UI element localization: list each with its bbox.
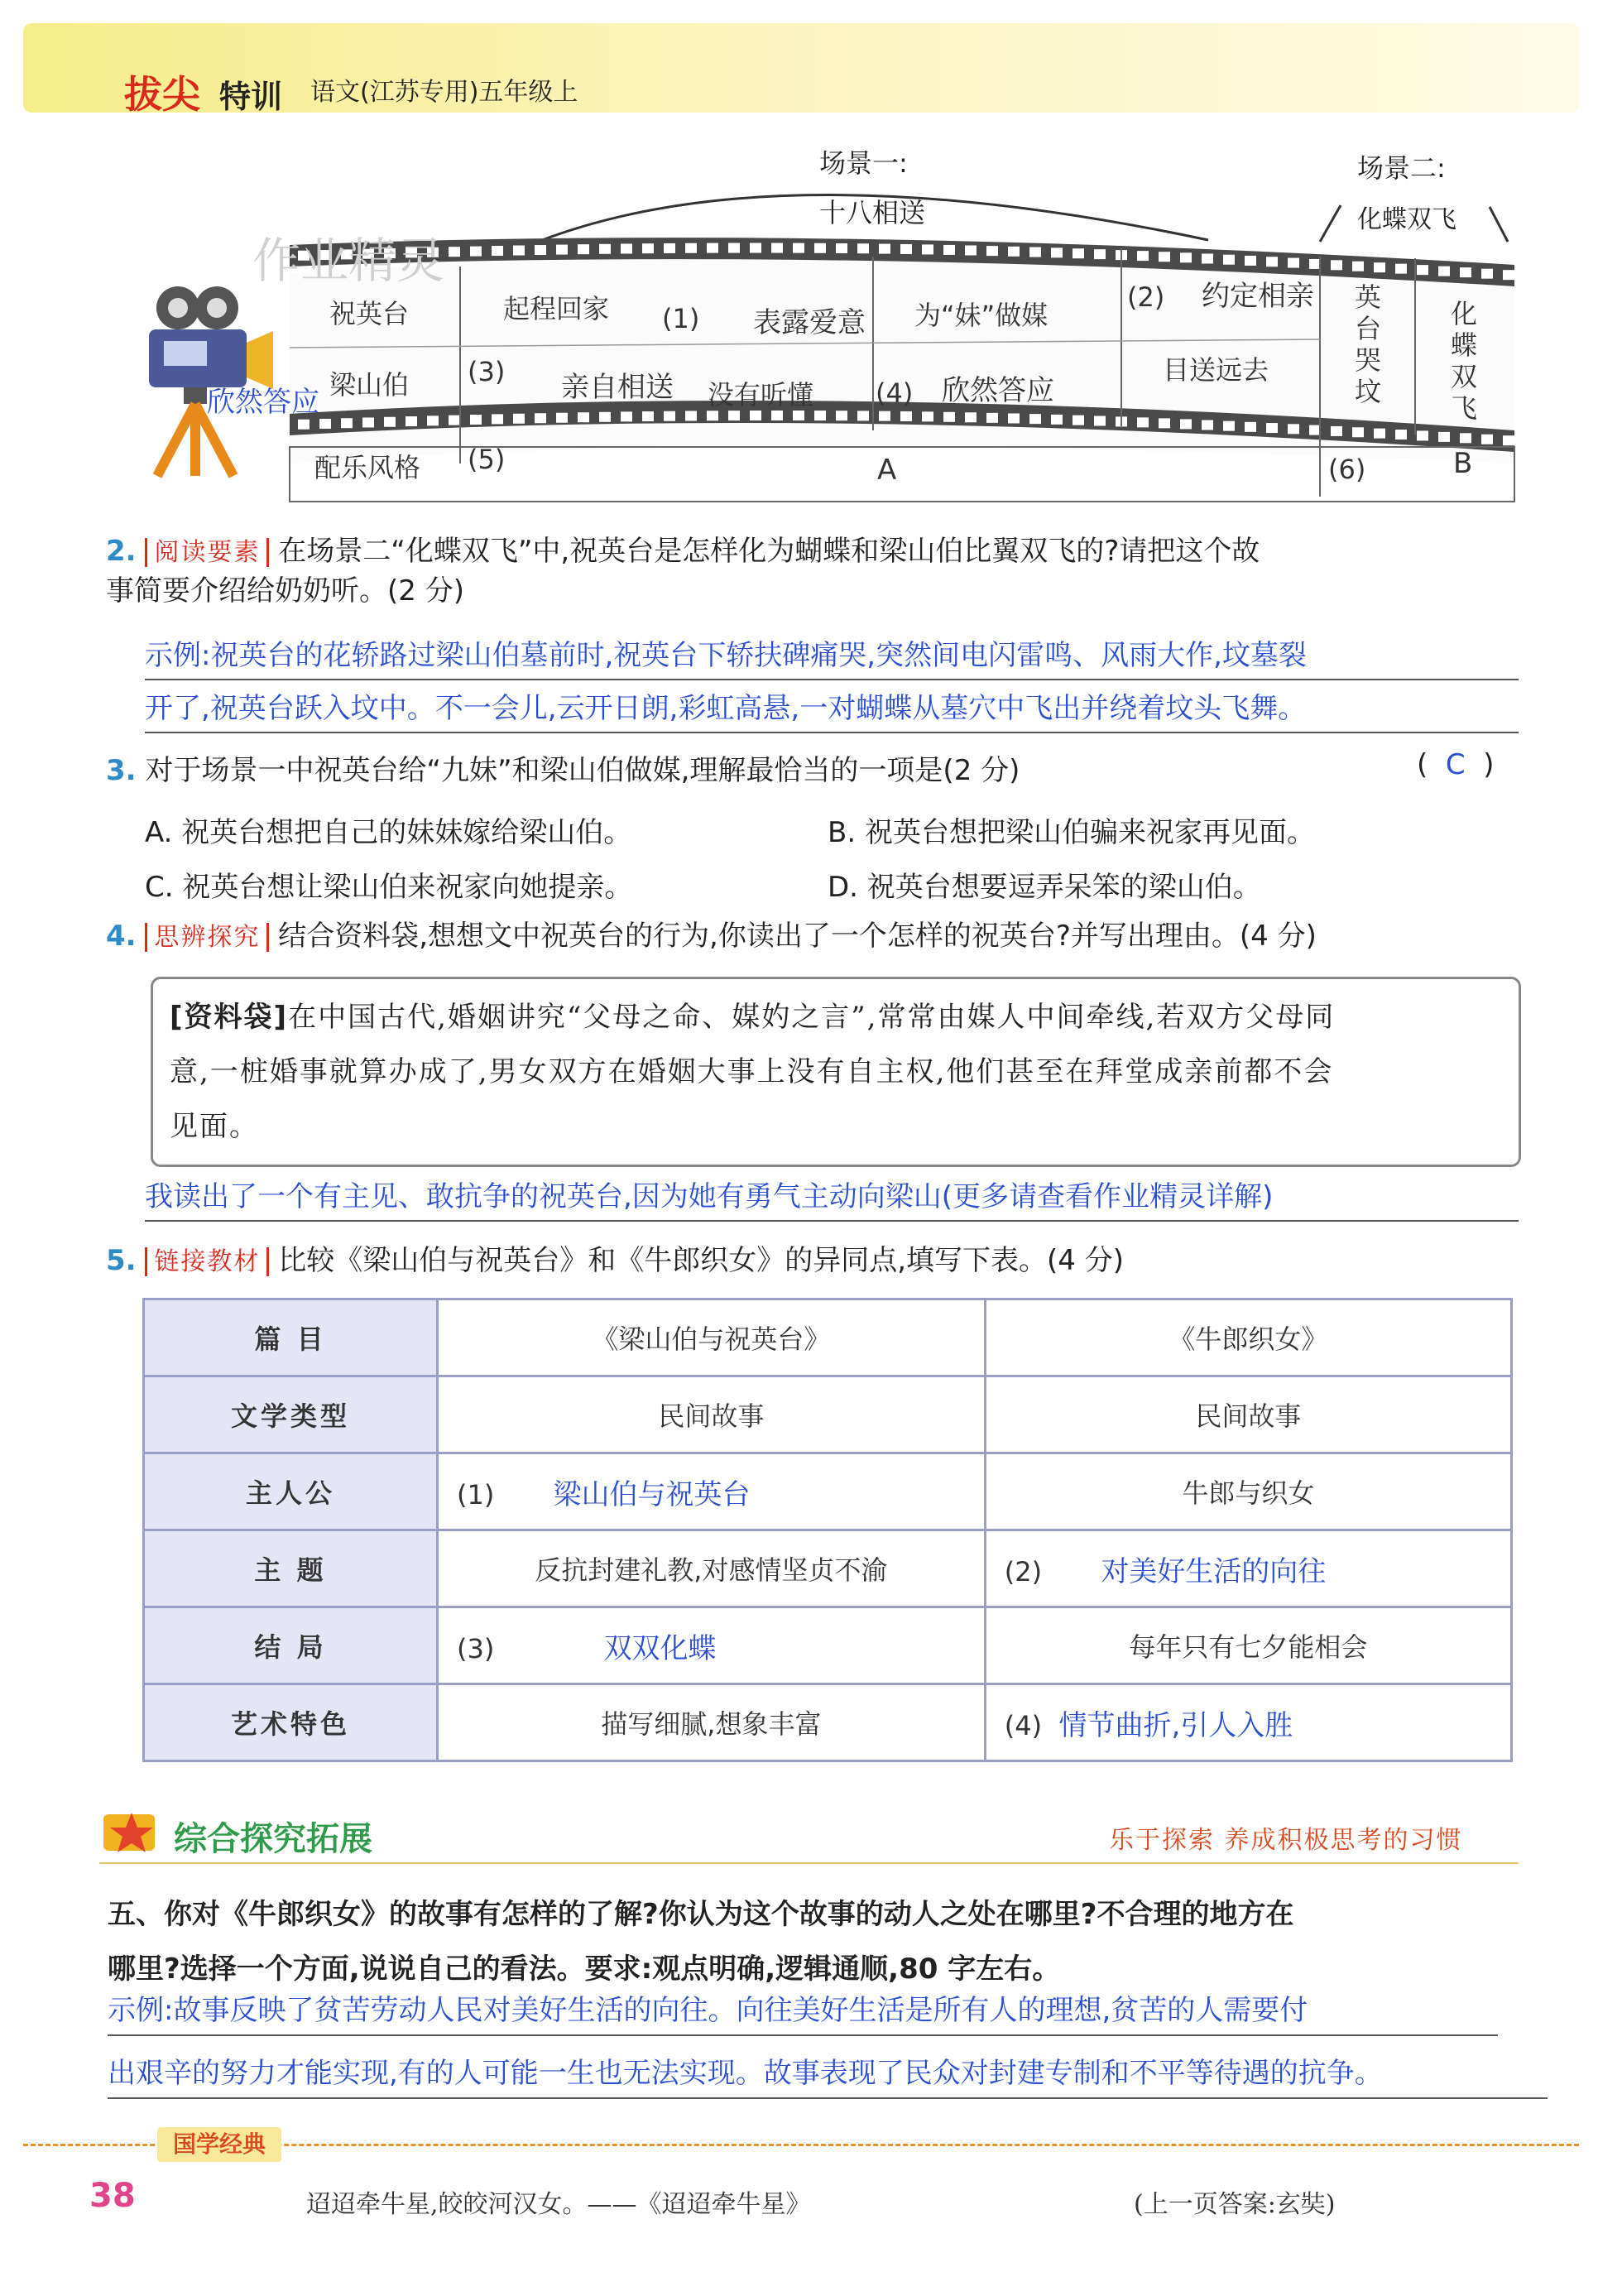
section-divider [99,1862,1519,1864]
q3-text [106,752,1529,790]
film-hole [664,411,675,421]
film-hole [1503,435,1514,445]
table-cell: 描写细腻,想象丰富 [438,1684,986,1761]
q-five-answer-line1: 示例:故事反映了贫苦劳动人民对美好生活的向往。向往美好生活是所有人的理想,贫苦的人需要付 [108,1986,1498,2036]
film-hole [1266,423,1278,433]
table-cell: 民间故事 [985,1376,1511,1453]
q2-number: 2. [106,535,137,568]
q-five-text [108,1887,1531,1996]
page-number: 38 [89,2177,136,2215]
table-header-cell: 文学类型 [144,1376,438,1453]
liang-c3-num: (4) [876,377,914,409]
liang-c2: 没有听懂 [708,379,814,411]
film-hole [1073,415,1084,425]
film-hole [1245,256,1256,266]
table-row [144,1607,1512,1684]
film-hole [298,420,310,430]
film-hole [1008,247,1020,257]
table-num: (3) [457,1632,495,1664]
film-hole [1029,247,1041,257]
vertical-cell-2: 化蝶双飞 [1450,298,1477,424]
film-hole [1288,424,1299,434]
q2-answer-line2: 开了,祝英台跃入坟中。不一会儿,云开日朗,彩虹高悬,一对蝴蝶从墓穴中飞出并绕着坟头飞舞。 [145,685,1519,733]
film-hole [1073,248,1084,258]
film-hole [685,243,697,253]
section-slogan: 乐于探索 养成积极思考的习惯 [1109,1826,1463,1855]
table-cell [985,1684,1511,1761]
film-hole [1331,426,1342,436]
row-zhu-label: 祝英台 [329,298,410,329]
table-num: (2) [1004,1555,1043,1588]
film-hole [1137,417,1149,427]
film-hole [900,411,912,421]
film-hole [965,412,977,422]
film-hole [578,412,589,422]
subject-title: 语文(江苏专用)五年级上 [310,78,578,107]
film-hole [1159,252,1170,262]
film-hole [1180,252,1192,262]
q3-bracket-right: ) [1483,748,1495,781]
watermark: 作业精灵 [252,233,445,289]
film-hole [1008,413,1020,423]
q2-answer-line1: 示例:祝英台的花轿路过梁山伯墓前时,祝英台下轿扶碑痛哭,突然间电闪雷鸣、风雨大作,坟墓裂 [145,632,1519,680]
film-hole [1202,253,1213,263]
film-hole [1503,270,1514,280]
film-hole [986,413,998,423]
film-hole [470,415,482,425]
film-hole [513,414,525,424]
q5-text [106,1242,1562,1281]
film-hole [922,244,933,254]
zhu-c1: 起程回家 [503,293,610,324]
film-hole [449,415,460,425]
film-hole [642,243,654,253]
table-cell: 民间故事 [438,1376,986,1453]
scene1-label: 场景一: [819,147,908,179]
row-liang-label: 梁山伯 [329,369,410,401]
film-hole [1159,418,1170,428]
q2-text [106,532,1529,610]
film-hole [621,411,632,421]
film-hole [1094,416,1106,426]
film-hole [771,243,783,253]
star-icon [103,1809,161,1856]
table-row [144,1530,1512,1607]
table-row [144,1684,1512,1761]
table-header-cell: 结 局 [144,1607,438,1684]
scene2-label: 场景二: [1357,152,1446,184]
section-title: 综合探究拓展 [174,1820,372,1858]
music-num6: (6) [1328,454,1366,485]
table-cell: 《牛郎织女》 [985,1299,1511,1376]
q2-line2: 事简要介绍给奶奶听。(2 分) [106,574,464,608]
film-hole [362,417,374,427]
film-hole [879,411,890,421]
film-hole [793,243,804,253]
film-hole [707,243,718,253]
film-hole [319,419,331,429]
q4-text [106,917,1562,957]
q2-tag: 阅读要素 [145,538,269,567]
film-hole [470,247,482,257]
info-line2: 意,一桩婚事就算办成了,男女双方在婚姻大事上没有自主权,他们甚至在拜堂成亲前都不会 [170,1055,1334,1088]
footer-prev-answer: (上一页答案:玄奘) [1134,2190,1336,2219]
q2-line1: 在场景二“化蝶双飞”中,祝英台是怎样化为蝴蝶和梁山伯比翼双飞的?请把这个故 [278,535,1260,568]
film-hole [1051,247,1063,257]
table-row [144,1299,1512,1376]
film-hole [728,243,740,253]
table-row [144,1376,1512,1453]
q5-stem: 比较《梁山伯与祝英台》和《牛郎织女》的异同点,填写下表。(4 分) [278,1244,1124,1277]
film-hole [900,244,912,254]
film-hole [1417,430,1428,440]
comparison-table [142,1298,1513,1762]
music-label: 配乐风格 [314,452,421,483]
film-hole [1481,269,1493,279]
table-cell [985,1530,1511,1607]
q3-option-a: A. 祝英台想把自己的妹妹嫁给梁山伯。 [145,816,632,849]
film-hole [1460,267,1471,277]
table-row [144,1453,1512,1530]
q-five-line2: 哪里?选择一个方面,说说自己的看法。要求:观点明确,逻辑通顺,80 字左右。 [108,1953,1061,1986]
q5-number: 5. [106,1244,137,1277]
zhu-c2-num: (1) [662,303,700,334]
table-cell [438,1453,986,1530]
zhu-c4-answer: 约定相亲 [1202,280,1314,313]
film-hole [1051,415,1063,425]
table-header-cell: 篇 目 [144,1299,438,1376]
film-hole [707,411,718,420]
music-answer6: B [1453,447,1473,480]
info-line3: 见面。 [170,1110,259,1143]
film-hole [535,245,546,255]
table-num: (1) [457,1478,495,1511]
table-header-cell: 艺术特色 [144,1684,438,1761]
film-hole [922,411,933,421]
film-hole [943,412,955,422]
table-cell: 牛郎与织女 [985,1453,1511,1530]
film-hole [1395,430,1407,440]
film-hole [1331,260,1342,270]
q3-option-b: B. 祝英台想把梁山伯骗来祝家再见面。 [828,816,1315,849]
film-hole [556,413,568,423]
q5-tag: 链接教材 [145,1247,269,1276]
liang-c1-num: (3) [468,356,506,387]
film-hole [1309,425,1321,435]
film-hole [599,412,611,422]
film-hole [1094,249,1106,259]
footer-label: 国学经典 [157,2127,281,2162]
q-five-answer-line2: 出艰辛的努力才能实现,有的人可能一生也无法实现。故事表现了民众对封建专制和不平等待遇的抗争。 [108,2049,1548,2099]
film-hole [836,411,847,420]
film-hole [1374,429,1385,439]
table-header-cell: 主人公 [144,1453,438,1530]
scene2-name: 化蝶双飞 [1357,205,1456,234]
liang-c4: 目送远去 [1163,354,1269,386]
q4-tag: 思辨探究 [145,923,269,952]
vertical-cell-1: 英台哭坟 [1354,281,1381,407]
q4-stem: 结合资料袋,想想文中祝英台的行为,你读出了一个怎样的祝英台?并写出理由。(4 分) [278,920,1317,953]
film-hole [750,243,761,253]
table-num: (4) [1004,1709,1043,1741]
table-cell: 每年只有七夕能相会 [985,1607,1511,1684]
film-hole [814,243,826,253]
table-answer: 梁山伯与祝英台 [553,1477,751,1511]
film-hole [427,415,439,425]
q3-answer: C [1445,748,1466,781]
table-cell: 《梁山伯与祝英台》 [438,1299,986,1376]
info-tag: [资料袋] [170,1001,289,1034]
info-text1: 在中国古代,婚姻讲究“父母之命、媒妁之言”,常常由媒人中间牵线,若双方父母同 [288,1001,1336,1034]
film-hole [1266,257,1278,267]
film-hole [1460,433,1471,443]
q3-bracket-left: ( [1417,748,1428,781]
film-hole [685,411,697,420]
film-hole [1438,267,1450,276]
film-hole [341,418,353,428]
film-hole [449,247,460,257]
film-hole [642,411,654,421]
liang-c1-answer: 亲自相送 [561,371,674,404]
zhu-c4-num: (2) [1127,281,1165,313]
film-hole [513,246,525,256]
table-answer: 双双化蝶 [603,1631,717,1665]
table-cell [438,1607,986,1684]
film-hole [621,243,632,253]
film-hole [492,414,503,424]
brand-black: 特训 [219,79,283,115]
film-hole [986,246,998,256]
film-hole [1352,427,1364,437]
film-hole [1438,432,1450,442]
film-hole [1202,420,1213,430]
film-hole [1395,264,1407,274]
camera-note: 欣然答应 [207,386,319,419]
film-hole [1180,419,1192,429]
brand-red: 拔尖 [124,72,200,117]
footer-quote: 迢迢牵牛星,皎皎河汉女。——《迢迢牵牛星》 [306,2190,811,2219]
q3-number: 3. [106,754,137,787]
film-hole [405,416,417,426]
film-hole [664,243,675,253]
film-hole [599,244,611,254]
music-num5: (5) [468,444,506,475]
q-five-line1: 五、你对《牛郎织女》的故事有怎样的了解?你认为这个故事的动人之处在哪里?不合理的地方在 [108,1898,1294,1931]
film-hole [857,243,869,253]
film-hole [535,413,546,423]
film-hole [1245,422,1256,432]
liang-c3-answer: 欣然答应 [942,374,1054,407]
table-cell: 反抗封建礼教,对感情坚贞不渝 [438,1530,986,1607]
table-answer: 情节曲折,引人入胜 [1058,1708,1293,1742]
film-hole [1223,421,1235,431]
q3-option-d: D. 祝英台想要逗弄呆笨的梁山伯。 [828,871,1261,904]
film-hole [1223,255,1235,265]
film-hole [965,245,977,255]
film-hole [1137,251,1149,261]
film-hole [384,417,396,427]
film-hole [1309,259,1321,269]
film-hole [1029,414,1041,424]
q3-option-c: C. 祝英台想让梁山伯来祝家向她提亲。 [145,871,633,904]
film-hole [943,245,955,255]
film-hole [1288,258,1299,268]
q4-number: 4. [106,920,137,953]
zhu-c3: 为“妹”做媒 [914,300,1049,331]
film-hole [879,244,890,254]
film-hole [1481,435,1493,444]
q3-answer-bracket [1417,748,1495,781]
film-hole [1352,262,1364,271]
film-hole [857,411,869,420]
scene1-name: 十八相送 [819,197,926,228]
table-answer: 对美好生活的向往 [1101,1554,1327,1588]
film-hole [836,243,847,253]
music-answer5: A [877,454,897,487]
film-strip-diagram [0,0,1598,513]
q3-stem: 对于场景一中祝英台给“九妹”和梁山伯做媒,理解最恰当的一项是(2 分) [145,754,1020,787]
film-hole [814,411,826,420]
info-line1 [170,990,1502,1045]
film-hole [1417,265,1428,275]
zhu-c2-answer: 表露爱意 [753,306,866,339]
film-hole [492,246,503,256]
film-hole [578,244,589,254]
film-hole [556,245,568,255]
q4-answer: 我读出了一个有主见、敢抗争的祝英台,因为她有勇气主动向梁山(更多请查看作业精灵详解) [145,1174,1519,1222]
table-header-cell: 主 题 [144,1530,438,1607]
film-hole [1374,262,1385,272]
